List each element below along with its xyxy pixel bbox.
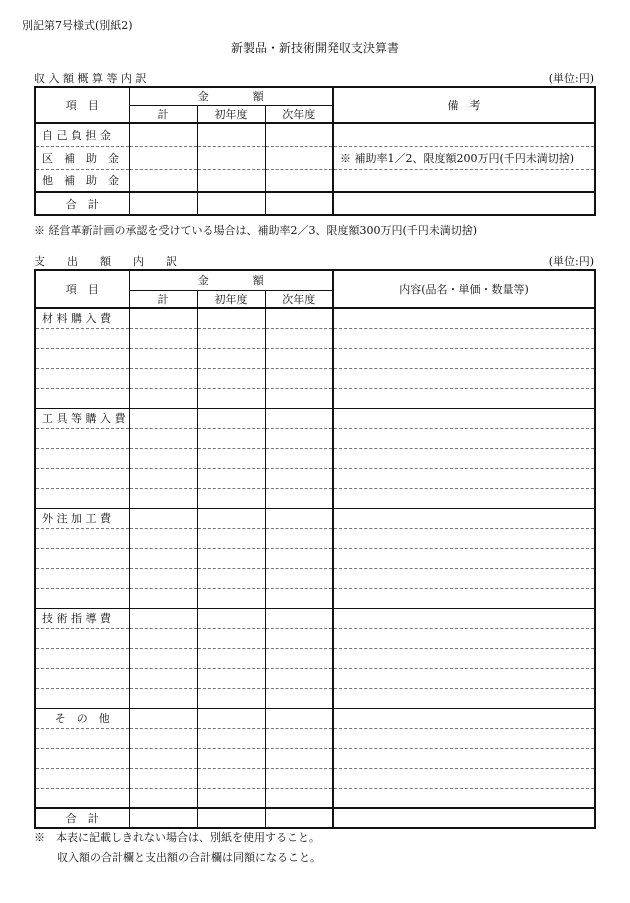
expense-amount-cell[interactable]	[197, 408, 265, 428]
income-cell[interactable]	[129, 146, 197, 169]
expense-content-cell[interactable]	[333, 408, 595, 428]
income-unit: (単位:円)	[548, 72, 594, 85]
expense-item-cell[interactable]	[35, 348, 129, 368]
expense-detail-row	[35, 488, 595, 508]
expense-content-cell[interactable]	[333, 508, 595, 528]
expense-content-cell[interactable]	[333, 728, 595, 748]
expense-amount-cell[interactable]	[129, 468, 197, 488]
expense-amount-cell[interactable]	[129, 408, 197, 428]
expense-category-label: 外 注 加 工 費	[35, 508, 129, 528]
income-remark: ※ 補助率1／2、限度額200万円(千円未満切捨)	[333, 146, 595, 169]
expense-detail-row	[35, 528, 595, 548]
expense-item-cell[interactable]	[35, 688, 129, 708]
income-row	[35, 146, 595, 169]
expense-amount-cell[interactable]	[129, 428, 197, 448]
income-total-remark[interactable]	[333, 192, 595, 215]
expense-amount-cell[interactable]	[265, 448, 333, 468]
expense-table	[34, 269, 596, 829]
expense-item-cell[interactable]	[35, 588, 129, 608]
expense-item-cell[interactable]	[35, 748, 129, 768]
income-cell[interactable]	[265, 123, 333, 146]
expense-content-cell[interactable]	[333, 528, 595, 548]
expense-amount-cell[interactable]	[265, 568, 333, 588]
expense-item-cell[interactable]	[35, 388, 129, 408]
expense-amount-cell[interactable]	[197, 628, 265, 648]
expense-detail-row	[35, 368, 595, 388]
footer-note-2: 収入額の合計欄と支出額の合計欄は同額になること。	[57, 851, 321, 864]
expense-amount-cell[interactable]	[197, 448, 265, 468]
income-total-row	[35, 192, 595, 215]
expense-item-cell[interactable]	[35, 668, 129, 688]
expense-detail-row	[35, 588, 595, 608]
expense-detail-row	[35, 648, 595, 668]
expense-content-cell[interactable]	[333, 428, 595, 448]
expense-amount-cell[interactable]	[129, 768, 197, 788]
expense-category-row	[35, 508, 595, 528]
expense-amount-cell[interactable]	[197, 688, 265, 708]
expense-amount-cell[interactable]	[197, 648, 265, 668]
expense-amount-cell[interactable]	[197, 588, 265, 608]
income-col-amount: 金 額	[129, 87, 333, 105]
expense-amount-cell[interactable]	[197, 608, 265, 628]
expense-content-cell[interactable]	[333, 768, 595, 788]
expense-amount-cell[interactable]	[197, 748, 265, 768]
expense-item-cell[interactable]	[35, 728, 129, 748]
expense-amount-cell[interactable]	[129, 328, 197, 348]
expense-content-cell[interactable]	[333, 628, 595, 648]
expense-amount-cell[interactable]	[265, 788, 333, 808]
expense-amount-cell[interactable]	[265, 768, 333, 788]
expense-content-cell[interactable]	[333, 688, 595, 708]
expense-amount-cell[interactable]	[129, 388, 197, 408]
expense-amount-cell[interactable]	[265, 428, 333, 448]
income-row-label: 他 補 助 金	[42, 174, 119, 188]
expense-amount-cell[interactable]	[265, 508, 333, 528]
expense-amount-cell[interactable]	[129, 788, 197, 808]
expense-amount-cell[interactable]	[197, 668, 265, 688]
expense-amount-cell[interactable]	[129, 308, 197, 328]
expense-amount-cell[interactable]	[197, 788, 265, 808]
expense-amount-cell[interactable]	[265, 488, 333, 508]
form-label: 別記第7号様式(別紙2)	[22, 19, 133, 32]
expense-total-cell[interactable]	[197, 808, 265, 828]
expense-amount-cell[interactable]	[197, 708, 265, 728]
expense-amount-cell[interactable]	[265, 548, 333, 568]
expense-category-row	[35, 608, 595, 628]
income-heading: 収 入 額 概 算 等 内 訳	[34, 72, 147, 85]
expense-amount-cell[interactable]	[129, 348, 197, 368]
expense-amount-cell[interactable]	[197, 368, 265, 388]
expense-amount-cell[interactable]	[197, 548, 265, 568]
expense-detail-row	[35, 468, 595, 488]
income-cell[interactable]	[197, 146, 265, 169]
expense-item-cell[interactable]	[35, 788, 129, 808]
expense-category-row	[35, 408, 595, 428]
expense-amount-cell[interactable]	[265, 528, 333, 548]
income-remark	[333, 123, 595, 146]
expense-item-cell[interactable]	[35, 468, 129, 488]
expense-content-cell[interactable]	[333, 548, 595, 568]
income-cell[interactable]	[129, 169, 197, 192]
expense-detail-row	[35, 348, 595, 368]
expense-category-row	[35, 708, 595, 728]
income-total-cell[interactable]	[265, 192, 333, 215]
expense-amount-cell[interactable]	[197, 768, 265, 788]
expense-amount-cell[interactable]	[265, 728, 333, 748]
footer-note-1: ※ 本表に記載しきれない場合は、別紙を使用すること。	[34, 831, 320, 844]
expense-content-cell[interactable]	[333, 488, 595, 508]
expense-total-row	[35, 808, 595, 828]
expense-content-cell[interactable]	[333, 648, 595, 668]
income-row	[35, 169, 595, 192]
expense-col-content: 内容(品名・単価・数量等)	[333, 270, 595, 308]
expense-total-label: 合 計	[35, 808, 129, 828]
expense-amount-cell[interactable]	[265, 748, 333, 768]
income-col-remarks: 備 考	[333, 87, 595, 123]
expense-content-cell[interactable]	[333, 308, 595, 328]
expense-content-cell[interactable]	[333, 608, 595, 628]
income-remark	[333, 169, 595, 192]
expense-content-cell[interactable]	[333, 568, 595, 588]
expense-detail-row	[35, 428, 595, 448]
expense-detail-row	[35, 728, 595, 748]
expense-amount-cell[interactable]	[197, 428, 265, 448]
expense-content-cell[interactable]	[333, 668, 595, 688]
expense-content-cell[interactable]	[333, 448, 595, 468]
expense-amount-cell[interactable]	[197, 528, 265, 548]
expense-amount-cell[interactable]	[129, 488, 197, 508]
expense-detail-row	[35, 748, 595, 768]
expense-amount-cell[interactable]	[197, 348, 265, 368]
expense-category-row	[35, 308, 595, 328]
expense-total-cell[interactable]	[129, 808, 197, 828]
expense-item-cell[interactable]	[35, 428, 129, 448]
expense-amount-cell[interactable]	[129, 668, 197, 688]
expense-amount-cell[interactable]	[197, 388, 265, 408]
expense-content-cell[interactable]	[333, 788, 595, 808]
expense-amount-cell[interactable]	[265, 328, 333, 348]
income-cell[interactable]	[197, 169, 265, 192]
income-total-cell[interactable]	[197, 192, 265, 215]
expense-item-cell[interactable]	[35, 488, 129, 508]
expense-amount-cell[interactable]	[129, 728, 197, 748]
expense-amount-cell[interactable]	[129, 448, 197, 468]
expense-amount-cell[interactable]	[129, 648, 197, 668]
expense-item-cell[interactable]	[35, 768, 129, 788]
expense-content-cell[interactable]	[333, 348, 595, 368]
expense-col-amount: 金 額	[129, 270, 333, 290]
income-cell[interactable]	[129, 123, 197, 146]
expense-item-cell[interactable]	[35, 368, 129, 388]
expense-amount-cell[interactable]	[265, 648, 333, 668]
expense-total-cell[interactable]	[265, 808, 333, 828]
expense-item-cell[interactable]	[35, 328, 129, 348]
expense-amount-cell[interactable]	[265, 708, 333, 728]
expense-amount-cell[interactable]	[265, 628, 333, 648]
income-row-label: 区 補 助 金	[35, 146, 129, 169]
income-cell[interactable]	[265, 146, 333, 169]
expense-amount-cell[interactable]	[129, 508, 197, 528]
expense-unit: (単位:円)	[548, 255, 594, 268]
income-table	[34, 86, 596, 216]
expense-category-label: 材 料 購 入 費	[35, 308, 129, 328]
expense-amount-cell[interactable]	[129, 748, 197, 768]
expense-amount-cell[interactable]	[265, 608, 333, 628]
expense-amount-cell[interactable]	[129, 708, 197, 728]
expense-content-cell[interactable]	[333, 708, 595, 728]
expense-amount-cell[interactable]	[265, 348, 333, 368]
expense-content-cell[interactable]	[333, 588, 595, 608]
expense-amount-cell[interactable]	[265, 408, 333, 428]
expense-detail-row	[35, 768, 595, 788]
expense-amount-cell[interactable]	[197, 728, 265, 748]
expense-amount-cell[interactable]	[265, 668, 333, 688]
expense-item-cell[interactable]	[35, 568, 129, 588]
income-col-item: 項 目	[65, 99, 99, 112]
expense-item-cell[interactable]	[35, 448, 129, 468]
expense-detail-row	[35, 548, 595, 568]
income-row-label: 自 己 負 担 金	[35, 123, 129, 146]
income-total-cell[interactable]	[129, 192, 197, 215]
expense-item-cell[interactable]	[35, 548, 129, 568]
expense-col-total: 計	[129, 290, 197, 308]
expense-amount-cell[interactable]	[197, 568, 265, 588]
expense-amount-cell[interactable]	[197, 488, 265, 508]
income-col-next: 次年度	[265, 105, 333, 123]
expense-amount-cell[interactable]	[265, 468, 333, 488]
income-cell[interactable]	[197, 123, 265, 146]
income-cell[interactable]	[265, 169, 333, 192]
expense-col-next: 次年度	[265, 290, 333, 308]
expense-amount-cell[interactable]	[197, 508, 265, 528]
expense-amount-cell[interactable]	[129, 628, 197, 648]
expense-category-label: そ の 他	[35, 708, 129, 728]
income-col-first: 初年度	[197, 105, 265, 123]
expense-heading: 支 出 額 内 訳	[34, 255, 177, 268]
expense-amount-cell[interactable]	[129, 588, 197, 608]
expense-amount-cell[interactable]	[197, 328, 265, 348]
expense-detail-row	[35, 448, 595, 468]
expense-amount-cell[interactable]	[197, 308, 265, 328]
expense-amount-cell[interactable]	[129, 608, 197, 628]
expense-detail-row	[35, 688, 595, 708]
expense-amount-cell[interactable]	[129, 568, 197, 588]
expense-item-cell[interactable]	[35, 648, 129, 668]
expense-amount-cell[interactable]	[129, 528, 197, 548]
expense-amount-cell[interactable]	[129, 688, 197, 708]
expense-amount-cell[interactable]	[197, 468, 265, 488]
expense-amount-cell[interactable]	[129, 368, 197, 388]
expense-detail-row	[35, 328, 595, 348]
expense-content-cell[interactable]	[333, 328, 595, 348]
expense-detail-row	[35, 788, 595, 808]
expense-amount-cell[interactable]	[265, 688, 333, 708]
expense-content-cell[interactable]	[333, 368, 595, 388]
expense-total-content[interactable]	[333, 808, 595, 828]
expense-detail-row	[35, 628, 595, 648]
expense-detail-row	[35, 388, 595, 408]
expense-item-cell[interactable]	[35, 528, 129, 548]
expense-amount-cell[interactable]	[265, 308, 333, 328]
expense-col-item: 項 目	[65, 283, 99, 296]
expense-detail-row	[35, 568, 595, 588]
income-col-total: 計	[129, 105, 197, 123]
income-note: ※ 経営革新計画の承認を受けている場合は、補助率2／3、限度額300万円(千円未満切捨)	[34, 224, 478, 237]
expense-amount-cell[interactable]	[265, 368, 333, 388]
expense-content-cell[interactable]	[333, 748, 595, 768]
expense-amount-cell[interactable]	[129, 548, 197, 568]
income-total-label: 合 計	[35, 192, 129, 215]
expense-col-first: 初年度	[197, 290, 265, 308]
expense-category-label: 技 術 指 導 費	[35, 608, 129, 628]
expense-amount-cell[interactable]	[265, 588, 333, 608]
expense-amount-cell[interactable]	[265, 388, 333, 408]
expense-content-cell[interactable]	[333, 468, 595, 488]
expense-detail-row	[35, 668, 595, 688]
page-title: 新製品・新技術開発収支決算書	[230, 41, 399, 55]
income-row	[35, 123, 595, 146]
expense-item-cell[interactable]	[35, 628, 129, 648]
expense-content-cell[interactable]	[333, 388, 595, 408]
expense-category-label: 工 具 等 購 入 費	[35, 408, 129, 428]
